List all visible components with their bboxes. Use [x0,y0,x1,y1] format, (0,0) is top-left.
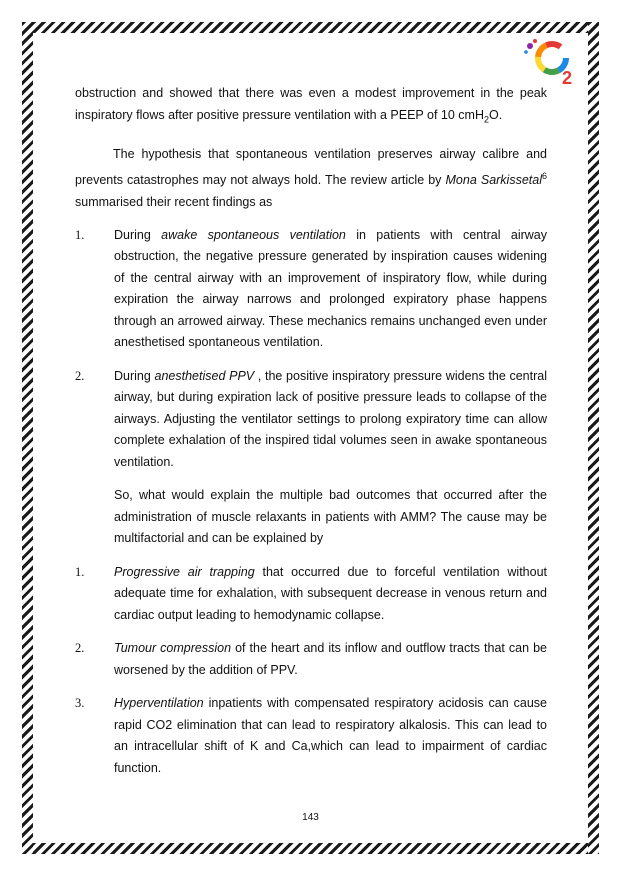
cause-item [75,638,547,681]
hypothesis-tail: summarised their recent findings as [75,194,273,209]
page-border-right [588,22,599,854]
list-number: 3. [75,696,85,711]
cause-text: that occurred due to forceful ventilation without adequate time for exhalation, with subsequent decrease in venous return and cardiac output leading to hemodynamic collapse. [114,564,547,622]
finding-text: in patients with central airway obstruction, the negative pressure generated by inspiration causes widening of the central airway with an improvement of inspiratory flow, while during expiration the airway narrows and prolonged expiratory phase happens through an arrowed airway. These mechanics remains unchanged even under anesthetised spontaneous ventilation. [114,227,547,350]
svg-text:2: 2 [562,68,573,88]
list-number: 1. [75,227,85,242]
intro-text-end: O. [489,108,503,122]
list-number: 2. [75,641,85,656]
list-number: 2. [75,368,85,383]
cause-item [75,562,547,627]
page-border-bottom [22,843,599,854]
cause-term: Hyperventilation [114,696,204,711]
finding-text: , the positive inspiratory pressure widens the central airway, but during expiration lack of positive pressure leads to collapse of the airways. Adjusting the ventilator settings to prolong expiratory time can allow complete exhalation of the inspired tidal volumes seen in awake spontaneous ventilation. [114,368,548,469]
intro-text: obstruction and showed that there was even a modest improvement in the peak inspiratory flows after positive pressure ventilation with a PEEP of 10 cmH [75,86,547,122]
finding-pre: During [114,368,155,383]
cause-term: Progressive air trapping [114,564,255,579]
intro-paragraph [75,82,547,131]
cause-term: Tumour compression [114,641,232,656]
author-name: Mona Sarkissetal [445,172,542,187]
page-border-top [22,22,599,33]
finding-term: awake spontaneous ventilation [161,227,346,242]
o2-logo [522,38,580,88]
page-body [75,82,547,779]
question-paragraph: So, what would explain the multiple bad outcomes that occurred after the administration of muscle relaxants in patients with AMM? The cause may be multifactorial and can be explained by [114,488,547,546]
reference-marker: 6 [542,170,548,181]
cause-text: of the heart and its inflow and outflow tracts that can be worsened by the addition of PPV. [114,641,547,677]
hypothesis-paragraph [75,143,547,213]
hypothesis-text: The hypothesis that spontaneous ventilation preserves airway calibre and prevents catastrophes may not always hold. The review article by [75,146,547,187]
cause-item [75,693,547,779]
page-number: 143 [302,812,319,823]
cause-text: inpatients with compensated respiratory acidosis can cause rapid CO2 elimination that can lead to respiratory alkalosis. This can lead to an intracellular shift of K and Ca,which can lead to impairment of cardiac function. [114,696,547,775]
page-border-left [22,22,33,854]
finding-pre: During [114,227,162,242]
finding-item [75,366,547,474]
finding-term: anesthetised PPV [154,368,255,383]
list-number: 1. [75,564,85,579]
finding-item [75,225,547,354]
subscript-2: 2 [483,114,489,125]
